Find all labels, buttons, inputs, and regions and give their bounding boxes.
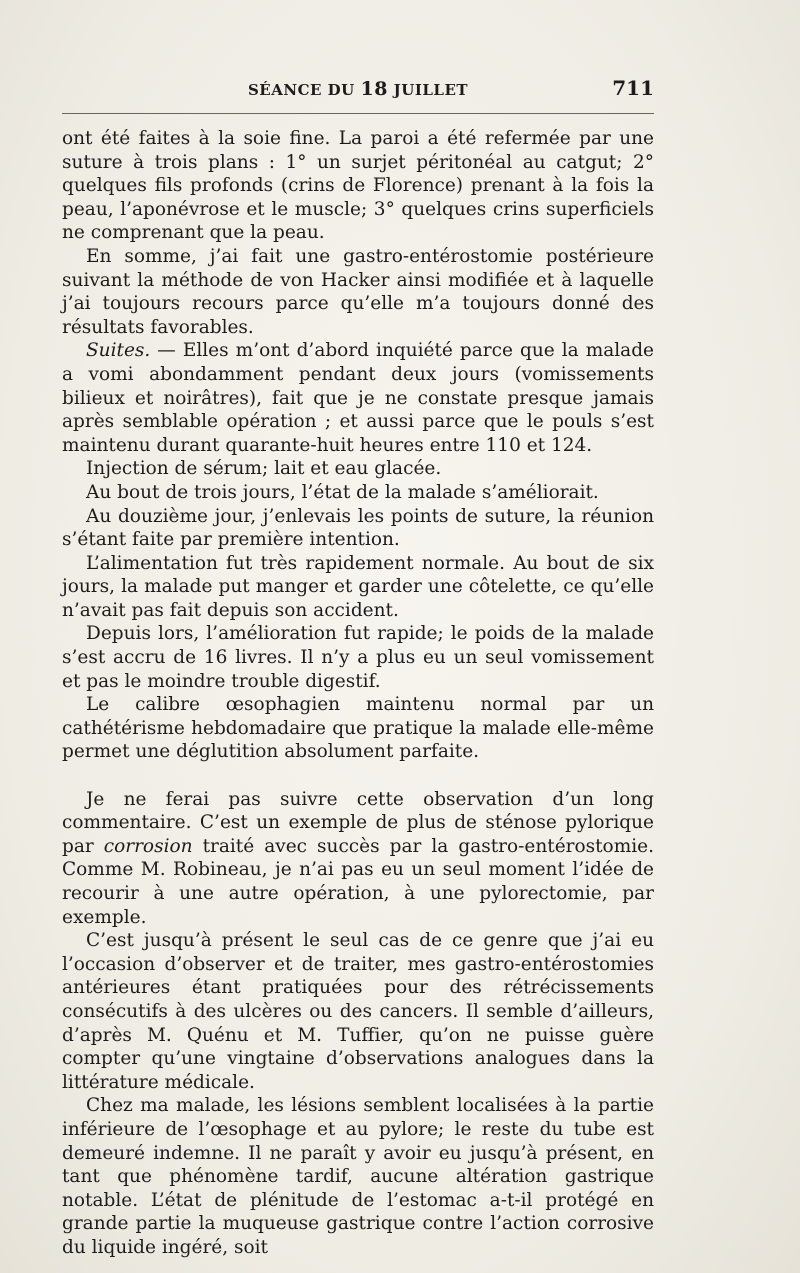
suites-text: — Elles m’ont d’abord inquiété parce que la malade a vomi abondamment pendant deux jours (vomissements bilieux et noirâtres), fait que je ne constate presque jamais après semblable opération ; et aussi parce que le pouls s’est maintenu durant quarante-huit heures entre 110 et 124. <box>62 340 654 456</box>
running-title <box>62 78 654 100</box>
running-title-prefix: SÉANCE DU <box>247 81 361 99</box>
paragraph-continuation: ont été faites à la soie fine. La paroi a été refermée par une suture à trois plans : 1° un surjet péritonéal au catgut; 2° quelques fils profonds (crins de Florence) prenant à la fois la peau, l’aponévrose et le muscle; 3° quelques crins superficiels ne comprenant que la peau. <box>62 128 654 244</box>
commentary-italic: corrosion <box>103 835 193 857</box>
paragraph-suites <box>62 339 654 457</box>
paragraph: C’est jusqu’à présent le seul cas de ce genre que j’ai eu l’occasion d’observer et de traiter, mes gastro-entérostomies antérieures étant pratiquées pour des rétrécissements consécutifs à des ulcères ou des cancers. Il semble d’ailleurs, d’après M. Quénu et M. Tuffier, qu’on ne puisse guère compter qu’une vingtaine d’observations analogues dans la littérature médicale. <box>62 930 654 1093</box>
commentary-text-before: Je ne ferai pas suivre cette observation d’un long commentaire. C’est un exemple de plus de sténose pylorique par <box>62 788 654 857</box>
header-rule <box>62 113 654 114</box>
commentary-text-after: traité avec succès par la gastro-entérostomie. Comme M. Robineau, je n’ai pas eu un seul moment l’idée de recourir à une autre opération, à une pylorectomie, par exemple. <box>62 835 654 928</box>
paragraph: Injection de sérum; lait et eau glacée. <box>86 458 442 480</box>
paragraph: Le calibre œsophagien maintenu normal par un cathétérisme hebdomadaire que pratique la malade elle-même permet une déglutition absolument parfaite. <box>62 694 654 763</box>
page-number: 711 <box>612 76 654 100</box>
paragraph: L’alimentation fut très rapidement normale. Au bout de six jours, la malade put manger et garder une côtelette, ce qu’elle n’avait pas fait depuis son accident. <box>62 552 654 621</box>
paragraph: En somme, j’ai fait une gastro-entérostomie postérieure suivant la méthode de von Hacker ainsi modifiée et à laquelle j’ai toujours recours parce qu’elle m’a toujours donné des résultats favorables. <box>62 245 654 338</box>
paragraph: Au bout de trois jours, l’état de la malade s’améliorait. <box>86 481 599 503</box>
suites-lead: Suites. <box>86 340 151 362</box>
paragraph-commentary <box>62 788 654 930</box>
running-title-day: 18 <box>360 78 388 100</box>
body-text <box>62 127 654 1260</box>
paragraph: Chez ma malade, les lésions semblent localisées à la partie inférieure de l’œsophage et au pylore; le reste du tube est demeuré indemne. Il ne paraît y avoir eu jusqu’à présent, en tant que phénomène tardif, aucune altération gastrique notable. L’état de plénitude de l’estomac a-t-il protégé en grande partie la muqueuse gastrique contre l’action corrosive du liquide ingéré, soit <box>62 1095 654 1258</box>
running-header <box>62 76 654 104</box>
paragraph: Depuis lors, l’amélioration fut rapide; le poids de la malade s’est accru de 16 livres. Il n’y a plus eu un seul vomissement et pas le moindre trouble digestif. <box>62 623 654 692</box>
running-title-suffix: JUILLET <box>387 81 469 99</box>
paragraph: Au douzième jour, j’enlevais les points de suture, la réunion s’étant faite par première intention. <box>62 505 654 551</box>
